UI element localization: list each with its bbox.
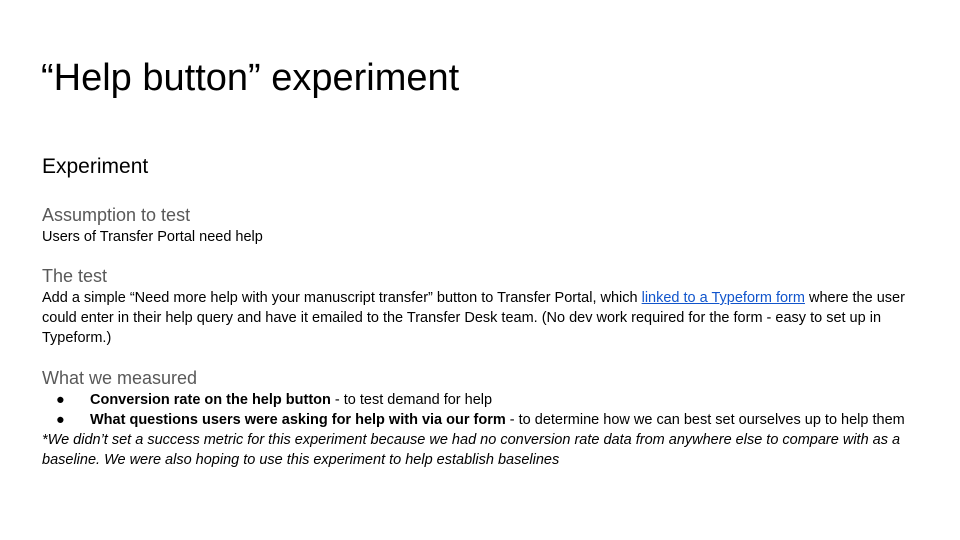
test-text-after: where the user could enter in their help query and have it emailed to the Transfer Desk team. (No dev work required for the form - easy to set up in Typeform.) xyxy=(42,290,905,346)
test-heading: The test xyxy=(42,266,108,286)
list-item-bold: What questions users were asking for help with via our form xyxy=(90,412,506,428)
slide-title: “Help button” experiment xyxy=(41,57,460,99)
section-heading-experiment: Experiment xyxy=(42,155,149,178)
bullet-icon: ● xyxy=(56,412,65,428)
assumption-heading: Assumption to test xyxy=(42,205,191,225)
measured-list xyxy=(42,390,922,430)
assumption-text: Users of Transfer Portal need help xyxy=(42,229,263,245)
list-item-rest: - to determine how we can best set ourselves up to help them xyxy=(505,412,905,428)
typeform-link[interactable]: linked to a Typeform form xyxy=(641,290,805,306)
slide-body xyxy=(42,153,922,470)
list-item xyxy=(42,390,922,410)
success-metric-note: *We didn’t set a success metric for this experiment because we had no conversion rate data from anywhere else to compare with as a baseline. We were also hoping to use this experiment to help establish baselines xyxy=(42,432,901,468)
list-item xyxy=(42,410,922,430)
test-paragraph xyxy=(42,288,922,348)
list-item-rest: - to test demand for help xyxy=(330,392,493,408)
test-text-before: Add a simple “Need more help with your manuscript transfer” button to Transfer Portal, which xyxy=(42,290,642,306)
measured-heading: What we measured xyxy=(42,368,198,388)
bullet-icon: ● xyxy=(56,392,65,408)
list-item-bold: Conversion rate on the help button xyxy=(90,392,331,408)
